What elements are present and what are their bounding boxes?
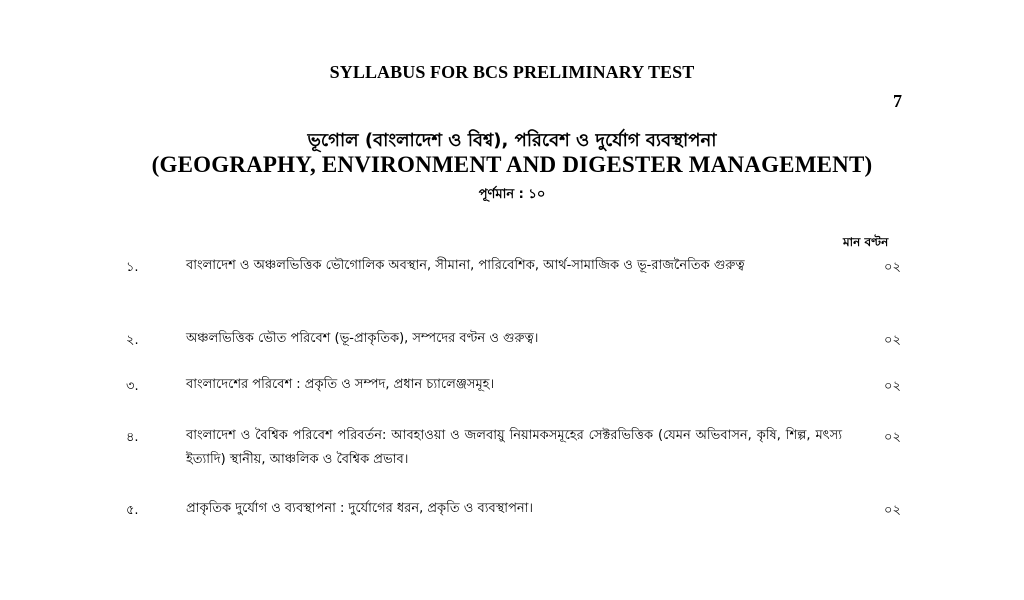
item-number: ৫. [126, 503, 139, 518]
item-mark: ০২ [884, 379, 901, 394]
item-mark: ০২ [884, 503, 901, 518]
subject-title-bengali: ভূগোল (বাংলাদেশ ও বিশ্ব), পরিবেশ ও দুর্যোগ ব্যবস্থাপনা [307, 130, 717, 151]
page-number: 7 [893, 91, 902, 111]
document-header-title: SYLLABUS FOR BCS PRELIMINARY TEST [329, 62, 695, 82]
item-text: প্রাকৃতিক দুর্যোগ ও ব্যবস্থাপনা : দুর্যোগের ধরন, প্রকৃতি ও ব্যবস্থাপনা। [186, 501, 534, 516]
item-mark: ০২ [884, 260, 901, 275]
item-number: ৪. [126, 430, 139, 445]
item-text: বাংলাদেশ ও অঞ্চলভিত্তিক ভৌগোলিক অবস্থান, সীমানা, পারিবেশিক, আর্থ-সামাজিক ও ভূ-রাজনৈতিক গুরুত্ব [186, 258, 745, 273]
item-text: বাংলাদেশের পরিবেশ : প্রকৃতি ও সম্পদ, প্রধান চ্যালেঞ্জসমূহ। [186, 377, 495, 392]
item-number: ৩. [126, 379, 139, 394]
item-number: ১. [126, 260, 139, 275]
item-mark: ০২ [884, 333, 901, 348]
full-marks-label: পূর্ণমান : ১০ [478, 187, 546, 202]
marks-distribution-header: মান বণ্টন [843, 235, 889, 249]
subject-title-english: (GEOGRAPHY, ENVIRONMENT AND DIGESTER MANAGEMENT) [151, 152, 873, 177]
item-number: ২. [126, 333, 139, 348]
item-text: অঞ্চলভিত্তিক ভৌত পরিবেশ (ভূ-প্রাকৃতিক), সম্পদের বণ্টন ও গুরুত্ব। [186, 331, 539, 346]
item-mark: ০২ [884, 430, 901, 445]
item-text: বাংলাদেশ ও বৈশ্বিক পরিবেশ পরিবর্তন: আবহাওয়া ও জলবায়ু নিয়ামকসমূহের সেক্টরভিত্তিক (যেমন অভিবাসন, কৃষি, শিল্প, মৎস্য ইত্যাদি) স্থানীয়, আঞ্চলিক ও বৈশ্বিক প্রভাব। [186, 428, 842, 467]
